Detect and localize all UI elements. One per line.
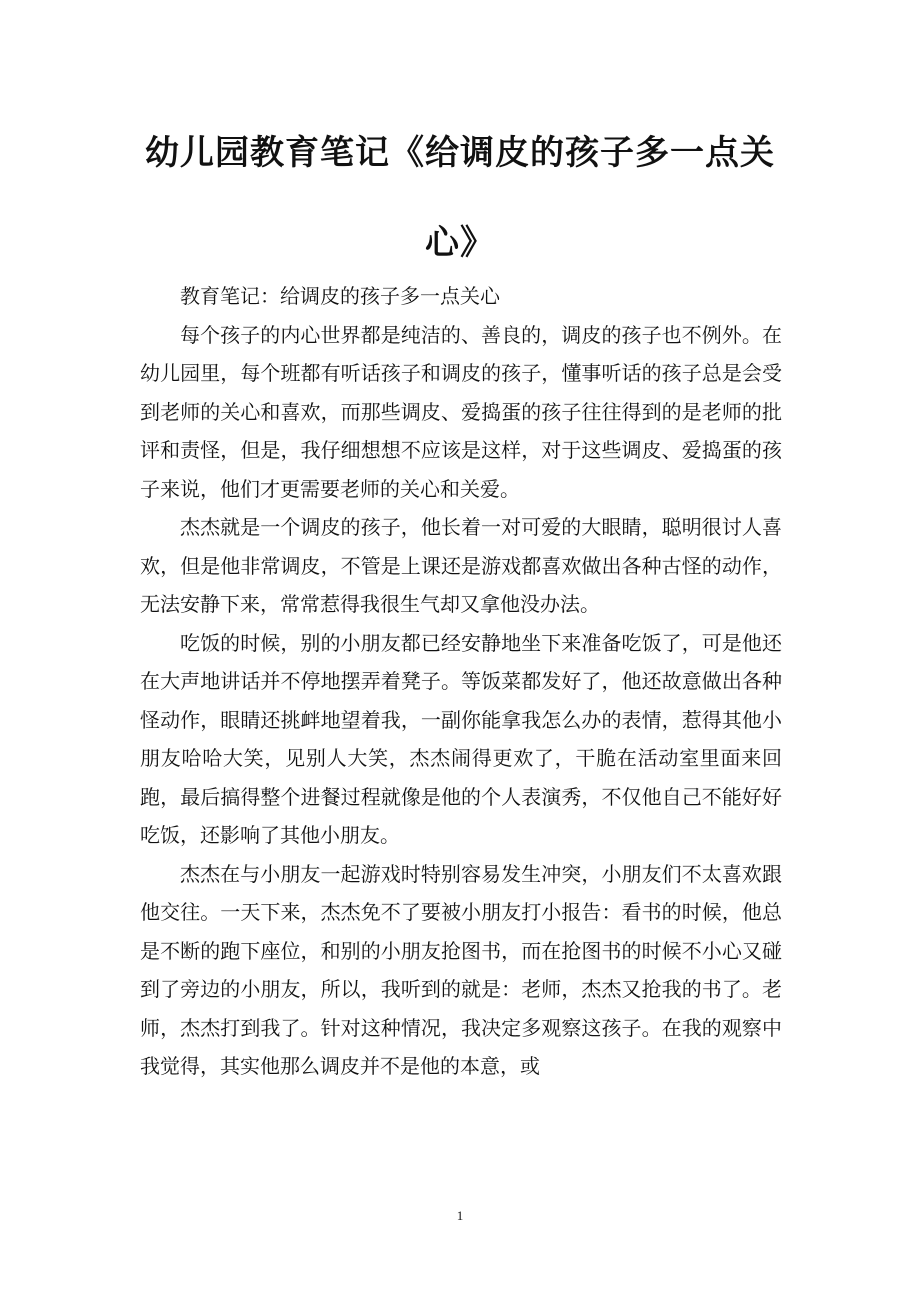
paragraph: 吃饭的时候，别的小朋友都已经安静地坐下来准备吃饭了，可是他还在大声地讲话并不停地摆弄着凳子。等饭菜都发好了，他还故意做出各种怪动作，眼睛还挑衅地望着我，一副你能拿我怎么办的表情，惹得其他小朋友哈哈大笑，见别人大笑，杰杰闹得更欢了，干脆在活动室里面来回跑，最后搞得整个进餐过程就像是他的个人表演秀，不仅他自己不能好好吃饭，还影响了其他小朋友。: [140, 630, 782, 847]
document-body: [140, 277, 782, 1086]
paragraph: 每个孩子的内心世界都是纯洁的、善良的，调皮的孩子也不例外。在幼儿园里，每个班都有听话孩子和调皮的孩子，懂事听话的孩子总是会受到老师的关心和喜欢，而那些调皮、爱捣蛋的孩子往往得到的是老师的批评和责怪，但是，我仔细想想不应该是这样，对于这些调皮、爱捣蛋的孩子来说，他们才更需要老师的关心和关爱。: [140, 322, 782, 501]
paragraph: 杰杰在与小朋友一起游戏时特别容易发生冲突，小朋友们不太喜欢跟他交往。一天下来，杰杰免不了要被小朋友打小报告：看书的时候，他总是不断的跑下座位，和别的小朋友抢图书，而在抢图书的时候不小心又碰到了旁边的小朋友，所以，我听到的就是：老师，杰杰又抢我的书了。老师，杰杰打到我了。针对这种情况，我决定多观察这孩子。在我的观察中我觉得，其实他那么调皮并不是他的本意，或: [140, 861, 782, 1078]
page-number: 1: [456, 1208, 464, 1223]
paragraph: 杰杰就是一个调皮的孩子，他长着一对可爱的大眼睛，聪明很讨人喜欢，但是他非常调皮，不管是上课还是游戏都喜欢做出各种古怪的动作，无法安静下来，常常惹得我很生气却又拿他没办法。: [140, 515, 782, 616]
document-title: 幼儿园教育笔记《给调皮的孩子多一点关心》: [145, 133, 775, 263]
paragraph-subtitle: 教育笔记：给调皮的孩子多一点关心: [180, 284, 500, 308]
